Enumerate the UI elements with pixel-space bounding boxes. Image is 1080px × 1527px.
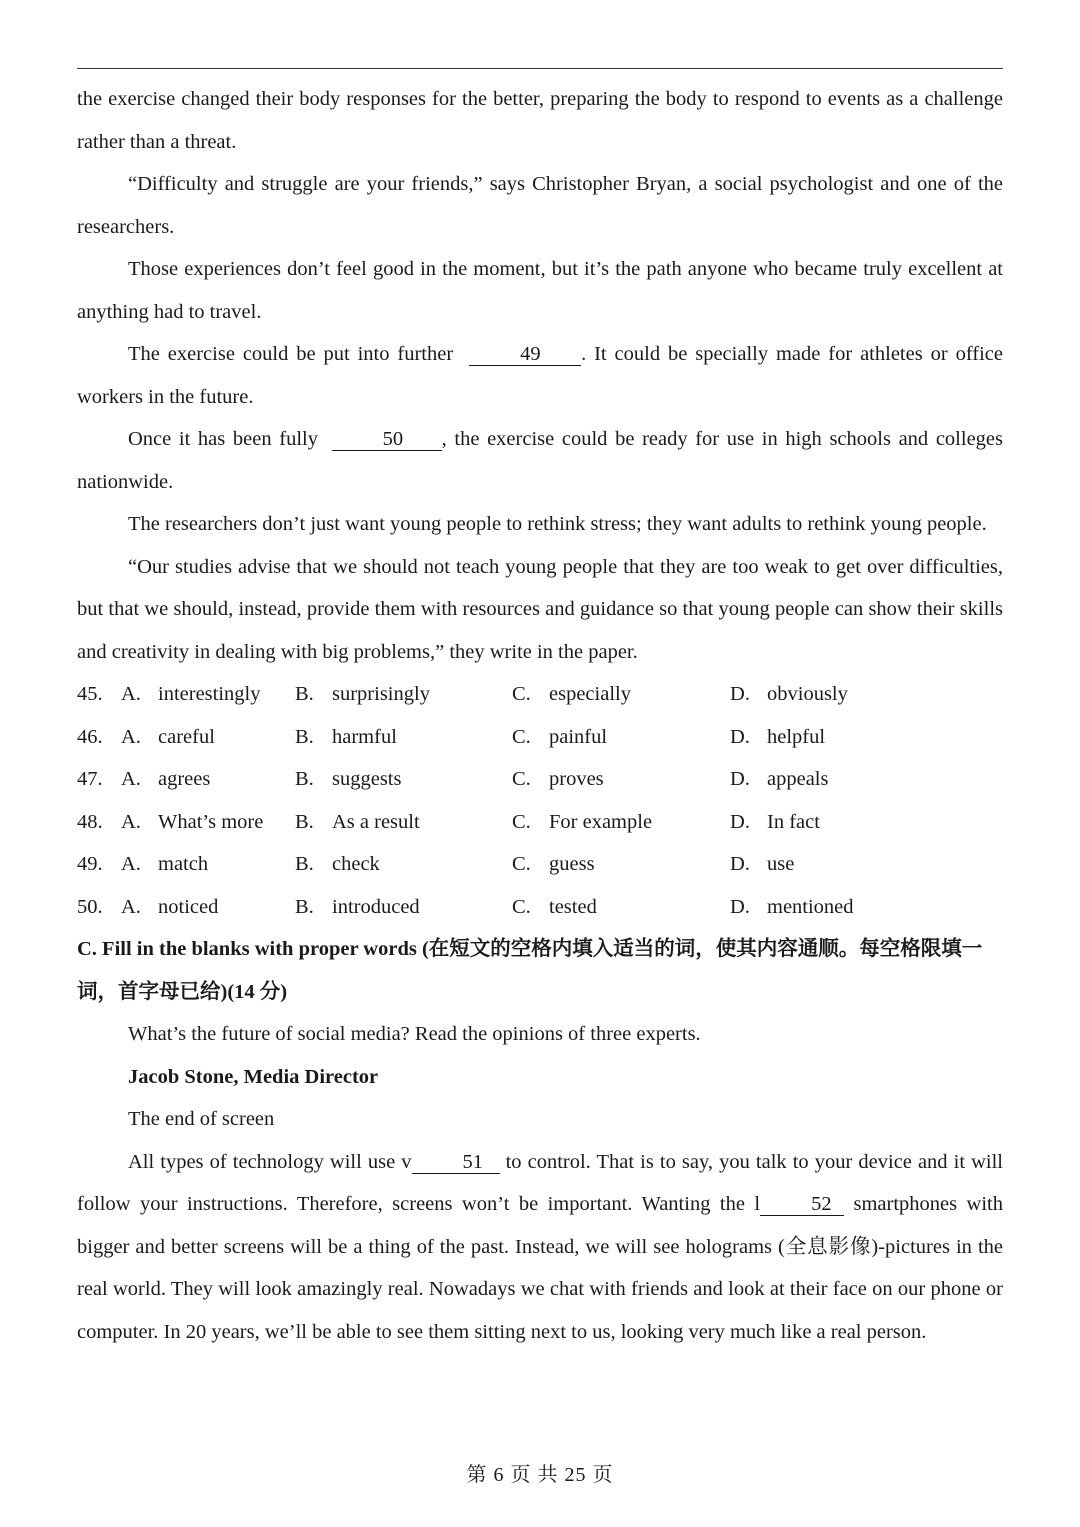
option-letter: C. <box>512 725 531 748</box>
question-row <box>77 801 1003 844</box>
paragraph-text: Once it has been fully <box>128 428 326 450</box>
option-c <box>512 673 730 716</box>
passage-paragraph: “Difficulty and struggle are your friends,” says Christopher Bryan, a social psychologist and one of the researchers. <box>77 173 1003 238</box>
option-text: appeals <box>767 768 829 790</box>
expert-name: Jacob Stone, Media Director <box>128 1065 379 1088</box>
option-text: check <box>332 853 380 875</box>
header-rule <box>77 68 1003 69</box>
option-c <box>512 843 730 886</box>
question-number: 48. <box>77 810 103 833</box>
option-letter: D. <box>730 853 750 875</box>
option-letter: D. <box>730 768 750 790</box>
option-letter: B. <box>295 895 314 918</box>
blank-52: 52 <box>760 1193 844 1216</box>
option-d <box>730 843 930 886</box>
option-letter: A. <box>121 810 141 833</box>
question-row <box>77 886 1003 929</box>
passage-paragraph <box>77 333 1003 418</box>
option-text: What’s more <box>158 810 264 833</box>
option-b <box>295 673 512 716</box>
option-a <box>121 801 295 844</box>
option-letter: B. <box>295 768 314 790</box>
option-letter: A. <box>121 725 141 748</box>
option-a <box>121 843 295 886</box>
option-text: introduced <box>332 895 420 918</box>
passage-paragraph: the exercise changed their body responses for the better, preparing the body to respond to events as a challenge rather than a threat. <box>77 88 1003 153</box>
option-text: match <box>158 853 209 875</box>
paragraph-text: to control. That is to say, you talk to your device and it will follow your instructions. Therefore, screens won’t be important. Wanting the l <box>77 1150 1003 1215</box>
passage-paragraph: Those experiences don’t feel good in the moment, but it’s the path anyone who became truly excellent at anything had to travel. <box>77 258 1003 323</box>
option-text: In fact <box>767 810 820 833</box>
option-text: careful <box>158 725 215 748</box>
blank-51: 51 <box>412 1151 500 1174</box>
section-c-heading: C. Fill in the blanks with proper words (在短文的空格内填入适当的词，使其内容通顺。每空格限填一词，首字母已给)(14 分) <box>77 938 983 1003</box>
question-number: 49. <box>77 853 103 875</box>
option-d <box>730 716 930 759</box>
option-text: guess <box>549 853 595 875</box>
paragraph-text: , the exercise could be ready for use in high schools and colleges nationwide. <box>77 428 1003 493</box>
option-text: tested <box>549 895 597 918</box>
option-letter: A. <box>121 768 141 790</box>
question-number: 46. <box>77 725 103 748</box>
option-letter: B. <box>295 683 314 705</box>
option-text: harmful <box>332 725 397 748</box>
option-text: obviously <box>767 683 848 705</box>
option-d <box>730 673 930 716</box>
question-number: 47. <box>77 768 103 790</box>
option-letter: C. <box>512 895 531 918</box>
passage-paragraph <box>77 418 1003 503</box>
option-d <box>730 758 930 801</box>
option-text: especially <box>549 683 631 705</box>
option-letter: B. <box>295 725 314 748</box>
question-number: 45. <box>77 683 103 705</box>
page-content <box>77 78 1003 1353</box>
option-text: As a result <box>332 810 420 833</box>
option-letter: A. <box>121 683 141 705</box>
option-text: use <box>767 853 795 875</box>
option-c <box>512 758 730 801</box>
question-row <box>77 673 1003 716</box>
option-letter: B. <box>295 853 314 875</box>
blank-49: 49 <box>469 343 581 366</box>
question-row <box>77 716 1003 759</box>
option-d <box>730 886 930 929</box>
passage-paragraph: The researchers don’t just want young people to rethink stress; they want adults to rethink young people. <box>128 513 987 535</box>
option-b <box>295 843 512 886</box>
option-b <box>295 716 512 759</box>
question-number: 50. <box>77 895 103 918</box>
option-letter: D. <box>730 810 750 833</box>
option-text: For example <box>549 810 653 833</box>
expert-subtitle: The end of screen <box>128 1108 275 1130</box>
paragraph-text: . It could be specially made for athletes or office workers in the future. <box>77 343 1003 408</box>
option-b <box>295 886 512 929</box>
option-letter: C. <box>512 683 531 705</box>
option-text: surprisingly <box>332 683 430 705</box>
option-text: proves <box>549 768 604 790</box>
option-text: suggests <box>332 768 402 790</box>
paragraph-text: All types of technology will use v <box>128 1150 412 1173</box>
question-row <box>77 843 1003 886</box>
option-text: agrees <box>158 768 211 790</box>
option-c <box>512 801 730 844</box>
question-options <box>77 673 1003 928</box>
option-a <box>121 716 295 759</box>
option-a <box>121 673 295 716</box>
option-letter: C. <box>512 853 531 875</box>
blank-50: 50 <box>332 428 442 451</box>
passage-paragraph: “Our studies advise that we should not teach young people that they are too weak to get over difficulties, but that we should, instead, provide them with resources and guidance so that young people can show their skills and creativity in dealing with big problems,” they write in the paper. <box>77 555 1003 663</box>
expert-paragraph <box>77 1141 1003 1354</box>
option-b <box>295 758 512 801</box>
paragraph-text: The exercise could be put into further <box>128 343 462 365</box>
option-letter: C. <box>512 768 531 790</box>
option-letter: D. <box>730 725 750 748</box>
section-intro: What’s the future of social media? Read the opinions of three experts. <box>128 1023 701 1045</box>
option-d <box>730 801 930 844</box>
option-text: mentioned <box>767 895 854 918</box>
option-a <box>121 886 295 929</box>
option-b <box>295 801 512 844</box>
option-text: helpful <box>767 725 826 748</box>
option-text: painful <box>549 725 608 748</box>
option-c <box>512 886 730 929</box>
paragraph-text: smartphones with bigger and better screens will be a thing of the past. Instead, we will see holograms (全息影像)-pictures in the real world. They will look amazingly real. Nowadays we chat with friends and look at their face on our phone or computer. In 20 years, we’ll be able to see them sitting next to us, looking very much like a real person. <box>77 1193 1003 1343</box>
option-letter: D. <box>730 683 750 705</box>
option-letter: A. <box>121 853 141 875</box>
option-letter: B. <box>295 810 314 833</box>
option-letter: C. <box>512 810 531 833</box>
option-c <box>512 716 730 759</box>
option-letter: A. <box>121 895 141 918</box>
option-text: interestingly <box>158 683 261 705</box>
page-number-footer: 第 6 页 共 25 页 <box>466 1464 614 1486</box>
option-text: noticed <box>158 895 219 918</box>
option-letter: D. <box>730 895 750 918</box>
question-row <box>77 758 1003 801</box>
option-a <box>121 758 295 801</box>
